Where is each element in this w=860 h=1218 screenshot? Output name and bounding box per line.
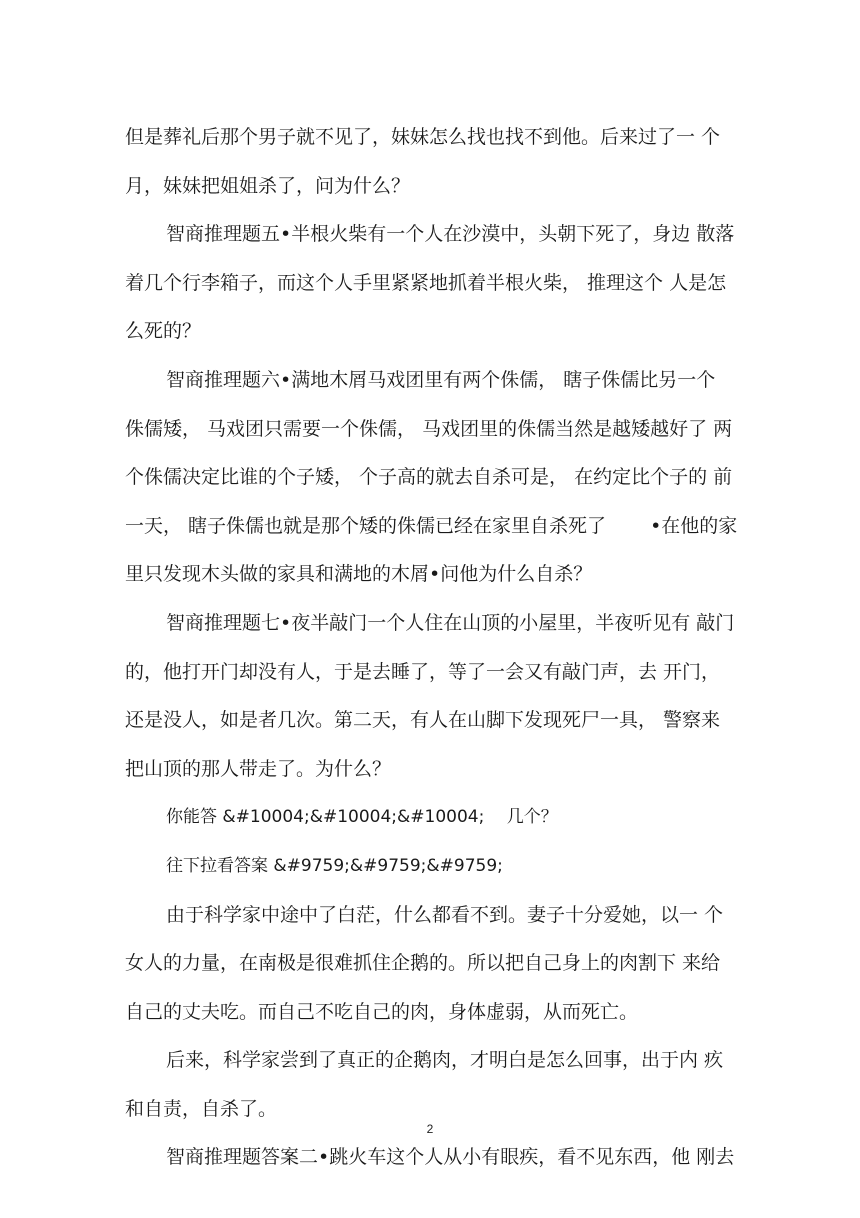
- text-line: 么死的？: [125, 320, 202, 343]
- text-line: 但是葬礼后那个男子就不见了，妹妹怎么找也找不到他。后来过了一 个: [125, 126, 721, 148]
- text-line: 把山顶的那人带走了。为什么？: [125, 757, 392, 780]
- paragraph-start: 智商推理题七•夜半敲门一个人住在山顶的小屋里，半夜听见有 敲门: [166, 611, 735, 634]
- page-number: 2: [426, 1122, 434, 1136]
- text-line: 女人的力量，在南极是很难抓住企鹅的。所以把自己身上的肉割下 来给: [125, 952, 721, 975]
- text-line: 月，妹妹把姐姐杀了，问为什么？: [125, 174, 411, 197]
- text-line: 侏儒矮， 马戏团只需要一个侏儒， 马戏团里的侏儒当然是越矮越好了 两: [125, 417, 733, 440]
- paragraph-start: 后来，科学家尝到了真正的企鹅肉，才明白是怎么回事，出于内 疚: [166, 1049, 724, 1072]
- body-text: [125, 118, 738, 1187]
- text-line: 一天， 瞎子侏儒也就是那个矮的侏儒已经在家里自杀死了 •在他的家: [125, 514, 738, 537]
- entity-line: 往下拉看答案 &#9759;&#9759;&#9759;: [166, 855, 503, 876]
- paragraph-start: 由于科学家中途中了白茫，什么都看不到。妻子十分爱她，以一 个: [166, 903, 724, 926]
- text-line: 里只发现木头做的家具和满地的木屑•问他为什么自杀？: [125, 563, 593, 586]
- entity-line: 你能答 &#10004;&#10004;&#10004; 几个？: [166, 807, 558, 828]
- text-line: 和自责，自杀了。: [125, 1097, 278, 1120]
- text-line: 着几个行李箱子，而这个人手里紧紧地抓着半根火柴， 推理这个 人是怎: [125, 271, 727, 294]
- paragraph-start: 智商推理题五•半根火柴有一个人在沙漠中，头朝下死了，身边 散落: [166, 223, 735, 246]
- paragraph-start: 智商推理题六•满地木屑马戏团里有两个侏儒， 瞎子侏儒比另一个: [166, 368, 716, 391]
- text-line: 的，他打开门却没有人，于是去睡了，等了一会又有敲门声，去 开门，: [125, 660, 721, 683]
- text-line: 自己的丈夫吃。而自己不吃自己的肉，身体虚弱，从而死亡。: [125, 1000, 639, 1023]
- paragraph-start: 智商推理题答案二•跳火车这个人从小有眼疾，看不见东西，他 刚去: [166, 1146, 735, 1169]
- text-line: 还是没人，如是者几次。第二天，有人在山脚下发现死尸一具， 警察来: [125, 709, 721, 732]
- text-line: 个侏儒决定比谁的个子矮， 个子高的就去自杀可是， 在约定比个子的 前: [125, 466, 733, 489]
